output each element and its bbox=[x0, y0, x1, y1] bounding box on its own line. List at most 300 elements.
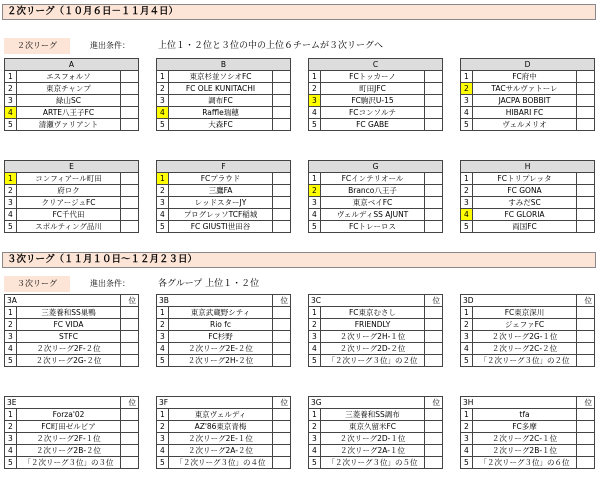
table-row bbox=[5, 71, 139, 83]
result-cell bbox=[425, 445, 443, 457]
team-name: ヴェルディSS AJUNT bbox=[321, 209, 425, 221]
team-name: ２次リーグ2B-２位 bbox=[17, 445, 121, 457]
table-row bbox=[309, 197, 443, 209]
team-number: 3 bbox=[5, 95, 17, 107]
team-name: 清瀬ヴァリアント bbox=[17, 119, 121, 131]
group-name: 3D bbox=[461, 295, 577, 307]
result-cell bbox=[425, 197, 443, 209]
team-name: ２次リーグ2C-２位 bbox=[473, 343, 577, 355]
result-cell bbox=[577, 319, 595, 331]
result-cell bbox=[577, 343, 595, 355]
result-cell bbox=[577, 331, 595, 343]
position-header: 位 bbox=[121, 397, 139, 409]
team-name: クリアージュFC bbox=[17, 197, 121, 209]
team-number: 5 bbox=[5, 221, 17, 233]
team-name: ヴェルメリオ bbox=[473, 119, 577, 131]
team-name: FC GLORIA bbox=[473, 209, 577, 221]
group-header-row bbox=[461, 397, 595, 409]
table-row bbox=[157, 209, 291, 221]
team-number: 5 bbox=[461, 457, 473, 469]
group-name: 3H bbox=[461, 397, 577, 409]
team-number: 1 bbox=[309, 307, 321, 319]
result-cell bbox=[577, 173, 595, 185]
team-name: ２次リーグ2A-２位 bbox=[169, 445, 273, 457]
team-number: 1 bbox=[5, 173, 17, 185]
result-cell bbox=[273, 355, 291, 367]
group-header-row bbox=[309, 59, 443, 71]
table-row bbox=[461, 107, 595, 119]
table-row bbox=[5, 433, 139, 445]
team-number: 3 bbox=[157, 197, 169, 209]
result-cell bbox=[273, 331, 291, 343]
table-row bbox=[157, 185, 291, 197]
team-name: 東京ベイFC bbox=[321, 197, 425, 209]
table-row bbox=[461, 319, 595, 331]
result-cell bbox=[577, 307, 595, 319]
team-number: 2 bbox=[5, 319, 17, 331]
team-number: 2 bbox=[5, 421, 17, 433]
group-header-row bbox=[461, 59, 595, 71]
team-number: 1 bbox=[157, 409, 169, 421]
team-number: 4 bbox=[309, 209, 321, 221]
result-cell bbox=[121, 307, 139, 319]
table-row bbox=[5, 445, 139, 457]
result-cell bbox=[121, 421, 139, 433]
team-name: ２次リーグ2D-２位 bbox=[321, 343, 425, 355]
group-e-table bbox=[4, 160, 139, 233]
table-row bbox=[5, 343, 139, 355]
group-name: 3B bbox=[157, 295, 273, 307]
table-row bbox=[309, 355, 443, 367]
result-cell bbox=[425, 71, 443, 83]
result-cell bbox=[425, 331, 443, 343]
team-name: ２次リーグ2A-１位 bbox=[321, 445, 425, 457]
team-name: Raffle瑞穂 bbox=[169, 107, 273, 119]
table-row bbox=[461, 307, 595, 319]
team-name: ２次リーグ2E-１位 bbox=[169, 433, 273, 445]
team-name: 東京杉並ソシオFC bbox=[169, 71, 273, 83]
team-number: 4 bbox=[157, 209, 169, 221]
table-row bbox=[5, 107, 139, 119]
result-cell bbox=[577, 107, 595, 119]
table-row bbox=[157, 71, 291, 83]
team-number: 1 bbox=[157, 173, 169, 185]
team-number: 1 bbox=[461, 173, 473, 185]
team-number: 4 bbox=[5, 445, 17, 457]
team-number: 5 bbox=[5, 119, 17, 131]
result-cell bbox=[273, 83, 291, 95]
result-cell bbox=[121, 355, 139, 367]
table-row bbox=[157, 107, 291, 119]
result-cell bbox=[425, 173, 443, 185]
team-name: tfa bbox=[473, 409, 577, 421]
team-name: AZ'86東京青梅 bbox=[169, 421, 273, 433]
result-cell bbox=[425, 307, 443, 319]
table-row bbox=[309, 71, 443, 83]
league2-condition-label: 進出条件： bbox=[90, 41, 130, 50]
result-cell bbox=[425, 355, 443, 367]
team-name: ２次リーグ2G-１位 bbox=[473, 331, 577, 343]
team-number: 3 bbox=[5, 331, 17, 343]
team-name: FC VIDA bbox=[17, 319, 121, 331]
team-name: 大森FC bbox=[169, 119, 273, 131]
position-header: 位 bbox=[577, 397, 595, 409]
team-number: 3 bbox=[309, 95, 321, 107]
result-cell bbox=[425, 83, 443, 95]
result-cell bbox=[577, 95, 595, 107]
team-number: 4 bbox=[309, 107, 321, 119]
result-cell bbox=[121, 409, 139, 421]
table-row bbox=[309, 421, 443, 433]
table-row bbox=[461, 83, 595, 95]
team-name: FRIENDLY bbox=[321, 319, 425, 331]
result-cell bbox=[273, 433, 291, 445]
group-name: D bbox=[461, 59, 595, 71]
table-row bbox=[309, 173, 443, 185]
team-name: 「２次リーグ３位」の４位 bbox=[169, 457, 273, 469]
team-number: 4 bbox=[461, 107, 473, 119]
team-number: 3 bbox=[157, 433, 169, 445]
result-cell bbox=[577, 409, 595, 421]
team-name: ２次リーグ2G-２位 bbox=[17, 355, 121, 367]
team-name: FC町田ゼルビア bbox=[17, 421, 121, 433]
result-cell bbox=[121, 185, 139, 197]
team-number: 3 bbox=[461, 331, 473, 343]
table-row bbox=[461, 409, 595, 421]
result-cell bbox=[121, 209, 139, 221]
team-number: 2 bbox=[5, 185, 17, 197]
group-header-row bbox=[157, 59, 291, 71]
team-number: 2 bbox=[157, 319, 169, 331]
league2-condition-text: 上位１・２位と３位の中の上位６チームが３次リーグへ bbox=[158, 41, 384, 51]
result-cell bbox=[273, 457, 291, 469]
team-number: 5 bbox=[309, 355, 321, 367]
table-row bbox=[5, 355, 139, 367]
table-row bbox=[157, 319, 291, 331]
team-name: 緑山SC bbox=[17, 95, 121, 107]
result-cell bbox=[577, 209, 595, 221]
position-header: 位 bbox=[121, 295, 139, 307]
table-row bbox=[157, 409, 291, 421]
team-name: FC東京むさし bbox=[321, 307, 425, 319]
result-cell bbox=[577, 421, 595, 433]
result-cell bbox=[425, 221, 443, 233]
team-name: スポルティング品川 bbox=[17, 221, 121, 233]
team-name: ２次リーグ2F-１位 bbox=[17, 433, 121, 445]
team-number: 2 bbox=[309, 185, 321, 197]
group-3g-table bbox=[308, 396, 443, 469]
result-cell bbox=[425, 457, 443, 469]
team-number: 2 bbox=[309, 83, 321, 95]
table-row bbox=[309, 445, 443, 457]
result-cell bbox=[121, 319, 139, 331]
table-row bbox=[5, 95, 139, 107]
team-name: 町田JFC bbox=[321, 83, 425, 95]
table-row bbox=[461, 457, 595, 469]
group-3e-table bbox=[4, 396, 139, 469]
team-number: 5 bbox=[461, 221, 473, 233]
position-header: 位 bbox=[273, 295, 291, 307]
table-row bbox=[157, 197, 291, 209]
group-header-row bbox=[461, 295, 595, 307]
result-cell bbox=[425, 185, 443, 197]
team-name: ２次リーグ2H-２位 bbox=[169, 355, 273, 367]
group-name: H bbox=[461, 161, 595, 173]
result-cell bbox=[273, 71, 291, 83]
team-name: レッドスターJY bbox=[169, 197, 273, 209]
position-header: 位 bbox=[273, 397, 291, 409]
position-header: 位 bbox=[425, 397, 443, 409]
table-row bbox=[461, 95, 595, 107]
table-row bbox=[461, 421, 595, 433]
result-cell bbox=[121, 433, 139, 445]
table-row bbox=[309, 95, 443, 107]
table-row bbox=[309, 457, 443, 469]
group-header-row bbox=[5, 295, 139, 307]
team-number: 2 bbox=[5, 83, 17, 95]
table-row bbox=[461, 197, 595, 209]
team-number: 4 bbox=[5, 107, 17, 119]
team-number: 3 bbox=[461, 433, 473, 445]
team-name: ２次リーグ2B-１位 bbox=[473, 445, 577, 457]
result-cell bbox=[121, 331, 139, 343]
group-3d-table bbox=[460, 294, 595, 367]
team-name: FC多摩 bbox=[473, 421, 577, 433]
group-d-table bbox=[460, 58, 595, 131]
table-row bbox=[461, 71, 595, 83]
table-row bbox=[157, 343, 291, 355]
team-name: ２次リーグ2E-２位 bbox=[169, 343, 273, 355]
result-cell bbox=[577, 433, 595, 445]
league3-badge: ３次リーグ bbox=[4, 276, 70, 292]
team-name: 東京久留米FC bbox=[321, 421, 425, 433]
league3-title: ３次リーグ（１１月１０日〜１２月２３日） bbox=[2, 252, 596, 268]
team-name: 「２次リーグ３位」の３位 bbox=[17, 457, 121, 469]
team-name: JACPA BOBBIT bbox=[473, 95, 577, 107]
team-number: 2 bbox=[157, 83, 169, 95]
table-row bbox=[5, 83, 139, 95]
result-cell bbox=[425, 409, 443, 421]
table-row bbox=[5, 185, 139, 197]
table-row bbox=[309, 331, 443, 343]
team-number: 5 bbox=[309, 457, 321, 469]
result-cell bbox=[273, 343, 291, 355]
table-row bbox=[157, 457, 291, 469]
group-header-row bbox=[157, 161, 291, 173]
team-number: 4 bbox=[5, 209, 17, 221]
result-cell bbox=[273, 307, 291, 319]
table-row bbox=[157, 331, 291, 343]
group-header-row bbox=[309, 397, 443, 409]
team-number: 3 bbox=[461, 95, 473, 107]
result-cell bbox=[121, 71, 139, 83]
team-name: 東京ヴェルディ bbox=[169, 409, 273, 421]
group-name: A bbox=[5, 59, 139, 71]
table-row bbox=[157, 95, 291, 107]
team-name: 調布FC bbox=[169, 95, 273, 107]
group-a-table bbox=[4, 58, 139, 131]
team-name: すみだSC bbox=[473, 197, 577, 209]
team-number: 4 bbox=[157, 107, 169, 119]
table-row bbox=[309, 185, 443, 197]
team-name: コンフィアール町田 bbox=[17, 173, 121, 185]
team-name: 東京チャンプ bbox=[17, 83, 121, 95]
group-header-row bbox=[309, 295, 443, 307]
result-cell bbox=[273, 319, 291, 331]
table-row bbox=[5, 209, 139, 221]
group-3h-table bbox=[460, 396, 595, 469]
result-cell bbox=[577, 83, 595, 95]
table-row bbox=[461, 221, 595, 233]
result-cell bbox=[425, 119, 443, 131]
team-name: 両国FC bbox=[473, 221, 577, 233]
result-cell bbox=[577, 197, 595, 209]
result-cell bbox=[121, 83, 139, 95]
table-row bbox=[461, 343, 595, 355]
team-name: FC GABE bbox=[321, 119, 425, 131]
team-name: ジェファFC bbox=[473, 319, 577, 331]
table-row bbox=[461, 119, 595, 131]
team-number: 5 bbox=[157, 355, 169, 367]
result-cell bbox=[121, 119, 139, 131]
group-header-row bbox=[309, 161, 443, 173]
team-name: Branco八王子 bbox=[321, 185, 425, 197]
team-number: 1 bbox=[461, 307, 473, 319]
team-number: 4 bbox=[309, 343, 321, 355]
team-name: FCトリプレッタ bbox=[473, 173, 577, 185]
group-name: 3G bbox=[309, 397, 425, 409]
result-cell bbox=[577, 445, 595, 457]
team-number: 5 bbox=[5, 457, 17, 469]
result-cell bbox=[577, 185, 595, 197]
group-name: E bbox=[5, 161, 139, 173]
table-row bbox=[309, 409, 443, 421]
table-row bbox=[157, 421, 291, 433]
result-cell bbox=[121, 457, 139, 469]
team-number: 2 bbox=[461, 185, 473, 197]
team-number: 2 bbox=[309, 319, 321, 331]
team-number: 5 bbox=[461, 119, 473, 131]
group-header-row bbox=[157, 397, 291, 409]
table-row bbox=[309, 107, 443, 119]
team-number: 1 bbox=[309, 173, 321, 185]
table-row bbox=[309, 307, 443, 319]
result-cell bbox=[121, 343, 139, 355]
result-cell bbox=[273, 409, 291, 421]
team-number: 4 bbox=[461, 445, 473, 457]
table-row bbox=[5, 409, 139, 421]
result-cell bbox=[577, 457, 595, 469]
team-number: 2 bbox=[461, 421, 473, 433]
team-number: 3 bbox=[5, 433, 17, 445]
table-row bbox=[461, 433, 595, 445]
team-number: 3 bbox=[5, 197, 17, 209]
group-c-table bbox=[308, 58, 443, 131]
group-name: B bbox=[157, 59, 291, 71]
team-number: 3 bbox=[157, 95, 169, 107]
team-name: 「２次リーグ３位」の２位 bbox=[473, 355, 577, 367]
result-cell bbox=[273, 221, 291, 233]
group-3b-table bbox=[156, 294, 291, 367]
result-cell bbox=[273, 445, 291, 457]
group-h-table bbox=[460, 160, 595, 233]
team-name: ２次リーグ2C-１位 bbox=[473, 433, 577, 445]
group-name: 3C bbox=[309, 295, 425, 307]
team-name: FCトッカーノ bbox=[321, 71, 425, 83]
team-name: エスフォルソ bbox=[17, 71, 121, 83]
team-name: ２次リーグ2F-２位 bbox=[17, 343, 121, 355]
group-name: C bbox=[309, 59, 443, 71]
table-row bbox=[461, 355, 595, 367]
team-number: 4 bbox=[461, 343, 473, 355]
team-name: FC東京深川 bbox=[473, 307, 577, 319]
result-cell bbox=[425, 209, 443, 221]
result-cell bbox=[577, 71, 595, 83]
team-number: 2 bbox=[157, 421, 169, 433]
result-cell bbox=[121, 107, 139, 119]
team-number: 4 bbox=[461, 209, 473, 221]
team-name: Forza'02 bbox=[17, 409, 121, 421]
team-number: 3 bbox=[309, 331, 321, 343]
team-number: 3 bbox=[461, 197, 473, 209]
table-row bbox=[461, 445, 595, 457]
team-name: ２次リーグ2H-１位 bbox=[321, 331, 425, 343]
league2-badge: ２次リーグ bbox=[4, 38, 70, 54]
table-row bbox=[309, 343, 443, 355]
team-number: 4 bbox=[157, 445, 169, 457]
group-name: G bbox=[309, 161, 443, 173]
team-number: 5 bbox=[461, 355, 473, 367]
team-number: 1 bbox=[5, 71, 17, 83]
table-row bbox=[5, 307, 139, 319]
group-3a-table bbox=[4, 294, 139, 367]
team-number: 4 bbox=[309, 445, 321, 457]
table-row bbox=[157, 221, 291, 233]
team-number: 5 bbox=[157, 119, 169, 131]
group-name: 3E bbox=[5, 397, 121, 409]
group-name: F bbox=[157, 161, 291, 173]
position-header: 位 bbox=[577, 295, 595, 307]
group-header-row bbox=[5, 59, 139, 71]
table-row bbox=[157, 307, 291, 319]
team-name: HIBARI FC bbox=[473, 107, 577, 119]
team-number: 3 bbox=[309, 433, 321, 445]
result-cell bbox=[273, 209, 291, 221]
team-number: 3 bbox=[309, 197, 321, 209]
table-row bbox=[309, 119, 443, 131]
team-number: 1 bbox=[309, 409, 321, 421]
result-cell bbox=[577, 355, 595, 367]
result-cell bbox=[273, 421, 291, 433]
group-name: 3F bbox=[157, 397, 273, 409]
table-row bbox=[461, 185, 595, 197]
team-name: FC OLE KUNITACHI bbox=[169, 83, 273, 95]
team-number: 5 bbox=[157, 457, 169, 469]
team-name: 「２次リーグ３位」の６位 bbox=[473, 457, 577, 469]
table-row bbox=[157, 445, 291, 457]
table-row bbox=[5, 173, 139, 185]
team-name: ARTE八王子FC bbox=[17, 107, 121, 119]
team-number: 4 bbox=[157, 343, 169, 355]
result-cell bbox=[273, 197, 291, 209]
result-cell bbox=[577, 119, 595, 131]
team-number: 4 bbox=[5, 343, 17, 355]
group-header-row bbox=[461, 161, 595, 173]
table-row bbox=[461, 209, 595, 221]
table-row bbox=[5, 421, 139, 433]
group-name: 3A bbox=[5, 295, 121, 307]
team-number: 1 bbox=[461, 71, 473, 83]
